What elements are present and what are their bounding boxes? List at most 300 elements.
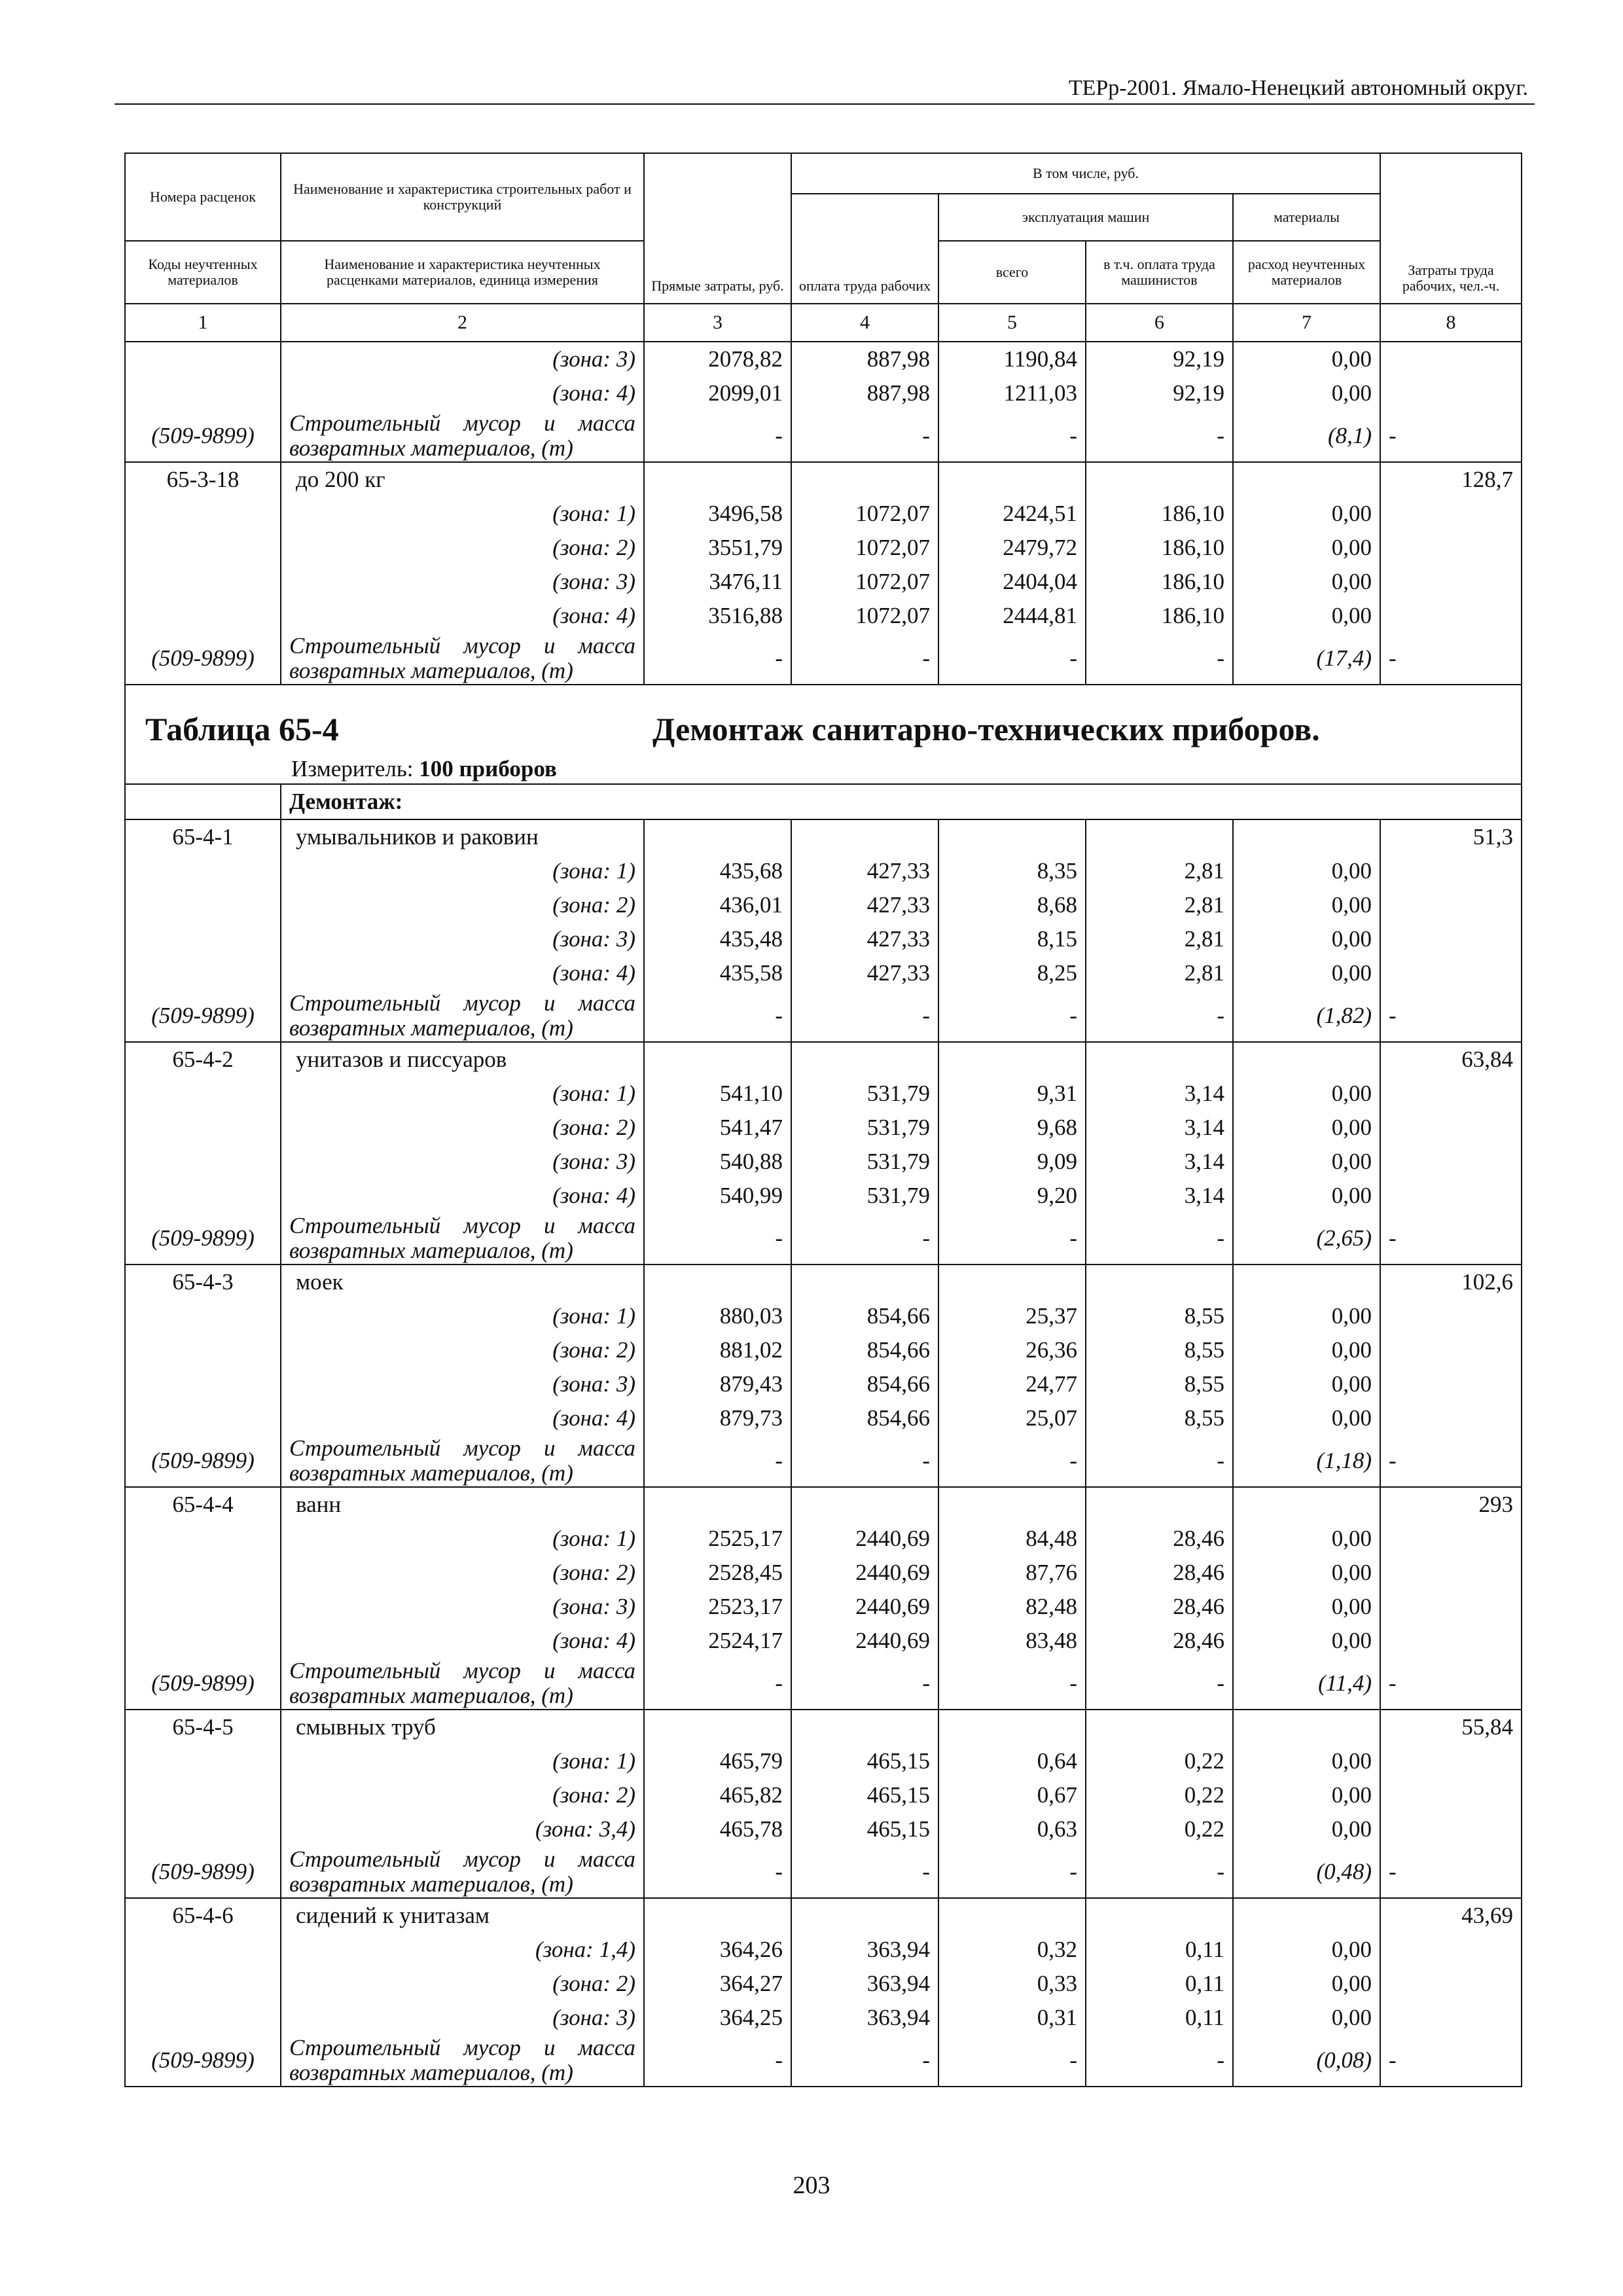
rate-item-row — [125, 1265, 1522, 1299]
empty-cell — [644, 819, 791, 854]
material-value: (11,4) — [1233, 1658, 1380, 1710]
value-cell: 84,48 — [938, 1522, 1086, 1556]
value-cell: 8,25 — [938, 956, 1086, 990]
table-header-numbers — [125, 304, 1522, 342]
value-cell: 465,15 — [791, 1744, 938, 1778]
value-cell: 92,19 — [1086, 376, 1233, 410]
zone-label: (зона: 1) — [281, 1077, 644, 1111]
value-cell: 186,10 — [1086, 599, 1233, 633]
material-code: (509-9899) — [125, 1658, 281, 1710]
rate-item-row — [125, 1710, 1522, 1744]
value-cell: 364,25 — [644, 2001, 791, 2035]
dash-cell: - — [644, 2035, 791, 2087]
empty-cell — [1380, 888, 1522, 922]
value-cell: 9,68 — [938, 1111, 1086, 1145]
dash-cell: - — [1380, 2035, 1522, 2087]
header-material-names: Наименование и характеристика неучтенных расценками материалов, единица измерения — [281, 241, 644, 304]
dash-cell: - — [1086, 2035, 1233, 2087]
dash-cell: - — [791, 1846, 938, 1898]
zone-label: (зона: 4) — [281, 1401, 644, 1435]
value-cell: 24,77 — [938, 1367, 1086, 1401]
value-cell: 0,00 — [1233, 1812, 1380, 1846]
value-cell: 2524,17 — [644, 1624, 791, 1658]
rate-name: умывальников и раковин — [281, 819, 644, 854]
value-cell: 3551,79 — [644, 531, 791, 565]
dash-cell: - — [938, 633, 1086, 685]
dash-cell: - — [791, 1435, 938, 1487]
zone-row — [125, 956, 1522, 990]
material-value: (1,82) — [1233, 990, 1380, 1042]
value-cell: 25,07 — [938, 1401, 1086, 1435]
material-row — [125, 1213, 1522, 1265]
zone-row — [125, 342, 1522, 376]
value-cell: 879,73 — [644, 1401, 791, 1435]
value-cell: 0,31 — [938, 2001, 1086, 2035]
rate-name: смывных труб — [281, 1710, 644, 1744]
empty-cell — [125, 2001, 281, 2035]
rate-code: 65-4-5 — [125, 1710, 281, 1744]
value-cell: 427,33 — [791, 922, 938, 956]
empty-cell — [1380, 922, 1522, 956]
empty-cell — [125, 888, 281, 922]
material-row — [125, 633, 1522, 685]
material-name: Строительный мусор и масса возвратных материалов, (т) — [281, 2035, 644, 2087]
zone-row — [125, 1179, 1522, 1213]
value-cell: 2099,01 — [644, 376, 791, 410]
value-cell: 435,68 — [644, 854, 791, 888]
empty-cell — [644, 1487, 791, 1522]
value-cell: 0,00 — [1233, 1556, 1380, 1590]
empty-cell — [1233, 819, 1380, 854]
header-unaccounted-materials: расход неучтенных материалов — [1233, 241, 1380, 304]
labor-value: 43,69 — [1380, 1898, 1522, 1933]
empty-cell — [125, 1111, 281, 1145]
dash-cell: - — [938, 1213, 1086, 1265]
value-cell: 0,00 — [1233, 854, 1380, 888]
value-cell: 1072,07 — [791, 565, 938, 599]
value-cell: 186,10 — [1086, 565, 1233, 599]
empty-cell — [938, 1487, 1086, 1522]
zone-label: (зона: 4) — [281, 599, 644, 633]
empty-cell — [125, 1367, 281, 1401]
value-cell: 0,00 — [1233, 1111, 1380, 1145]
zone-label: (зона: 3) — [281, 342, 644, 376]
empty-cell — [1380, 1401, 1522, 1435]
zone-row — [125, 1933, 1522, 1967]
section-row — [125, 784, 1522, 819]
dash-cell: - — [1086, 1435, 1233, 1487]
zone-row — [125, 1299, 1522, 1333]
value-cell: 26,36 — [938, 1333, 1086, 1367]
zone-row — [125, 599, 1522, 633]
empty-cell — [938, 1042, 1086, 1077]
empty-cell — [1380, 1145, 1522, 1179]
zone-label: (зона: 1,4) — [281, 1933, 644, 1967]
dash-cell: - — [791, 633, 938, 685]
empty-cell — [791, 1898, 938, 1933]
empty-cell — [1380, 342, 1522, 376]
section-title: Демонтаж: — [281, 784, 1522, 819]
empty-cell — [1233, 1710, 1380, 1744]
table-title-block — [126, 685, 1521, 783]
value-cell: 0,00 — [1233, 497, 1380, 531]
value-cell: 427,33 — [791, 854, 938, 888]
empty-cell — [125, 565, 281, 599]
value-cell: 854,66 — [791, 1367, 938, 1401]
header-labor-costs: Затраты труда рабочих, чел.-ч. — [1380, 153, 1522, 304]
empty-cell — [1380, 1812, 1522, 1846]
table-number: Таблица 65-4 — [145, 711, 339, 747]
value-cell: 854,66 — [791, 1299, 938, 1333]
value-cell: 0,00 — [1233, 2001, 1380, 2035]
dash-cell: - — [644, 633, 791, 685]
value-cell: 2,81 — [1086, 854, 1233, 888]
column-number: 4 — [791, 304, 938, 342]
material-value: (2,65) — [1233, 1213, 1380, 1265]
value-cell: 531,79 — [791, 1179, 938, 1213]
material-value: (0,08) — [1233, 2035, 1380, 2087]
rate-code: 65-4-3 — [125, 1265, 281, 1299]
column-number: 2 — [281, 304, 644, 342]
empty-cell — [1086, 1042, 1233, 1077]
rate-code: 65-4-4 — [125, 1487, 281, 1522]
labor-value: 51,3 — [1380, 819, 1522, 854]
zone-row — [125, 922, 1522, 956]
value-cell: 0,11 — [1086, 1967, 1233, 2001]
value-cell: 363,94 — [791, 2001, 938, 2035]
empty-cell — [644, 1042, 791, 1077]
zone-label: (зона: 3) — [281, 1590, 644, 1624]
dash-cell: - — [938, 1658, 1086, 1710]
dash-cell: - — [791, 1213, 938, 1265]
value-cell: 531,79 — [791, 1111, 938, 1145]
zone-label: (зона: 2) — [281, 531, 644, 565]
header-machines: эксплуатация машин — [938, 194, 1233, 241]
dash-cell: - — [791, 410, 938, 462]
value-cell: 540,88 — [644, 1145, 791, 1179]
value-cell: 8,55 — [1086, 1401, 1233, 1435]
value-cell: 427,33 — [791, 956, 938, 990]
zone-label: (зона: 1) — [281, 497, 644, 531]
zone-row — [125, 1744, 1522, 1778]
value-cell: 9,31 — [938, 1077, 1086, 1111]
dash-cell: - — [644, 1658, 791, 1710]
column-number: 1 — [125, 304, 281, 342]
empty-cell — [644, 1265, 791, 1299]
rate-name: моек — [281, 1265, 644, 1299]
empty-cell — [1086, 1487, 1233, 1522]
empty-cell — [791, 1710, 938, 1744]
empty-cell — [125, 599, 281, 633]
material-row — [125, 1846, 1522, 1898]
material-value: (0,48) — [1233, 1846, 1380, 1898]
zone-row — [125, 1778, 1522, 1812]
value-cell: 2479,72 — [938, 531, 1086, 565]
empty-cell — [1233, 1265, 1380, 1299]
value-cell: 28,46 — [1086, 1624, 1233, 1658]
empty-cell — [125, 1299, 281, 1333]
empty-cell — [125, 1933, 281, 1967]
zone-label: (зона: 3,4) — [281, 1812, 644, 1846]
value-cell: 3496,58 — [644, 497, 791, 531]
empty-cell — [791, 462, 938, 497]
material-value: (1,18) — [1233, 1435, 1380, 1487]
value-cell: 2,81 — [1086, 888, 1233, 922]
dash-cell: - — [1086, 410, 1233, 462]
empty-cell — [1380, 1333, 1522, 1367]
empty-cell — [1380, 531, 1522, 565]
value-cell: 8,55 — [1086, 1367, 1233, 1401]
value-cell: 0,00 — [1233, 1333, 1380, 1367]
rate-name: сидений к унитазам — [281, 1898, 644, 1933]
material-value: (8,1) — [1233, 410, 1380, 462]
zone-label: (зона: 1) — [281, 854, 644, 888]
empty-cell — [125, 376, 281, 410]
value-cell: 2440,69 — [791, 1556, 938, 1590]
value-cell: 2440,69 — [791, 1624, 938, 1658]
empty-cell — [125, 1333, 281, 1367]
material-name: Строительный мусор и масса возвратных материалов, (т) — [281, 1435, 644, 1487]
value-cell: 0,00 — [1233, 376, 1380, 410]
value-cell: 0,00 — [1233, 565, 1380, 599]
value-cell: 0,32 — [938, 1933, 1086, 1967]
rate-item-row — [125, 1487, 1522, 1522]
value-cell: 1072,07 — [791, 497, 938, 531]
value-cell: 82,48 — [938, 1590, 1086, 1624]
empty-cell — [1086, 1710, 1233, 1744]
empty-cell — [1380, 1179, 1522, 1213]
value-cell: 186,10 — [1086, 531, 1233, 565]
header-rate-numbers: Номера расценок — [125, 153, 281, 241]
dash-cell: - — [644, 1213, 791, 1265]
material-value: (17,4) — [1233, 633, 1380, 685]
dash-cell: - — [791, 1658, 938, 1710]
zone-row — [125, 497, 1522, 531]
labor-value: 63,84 — [1380, 1042, 1522, 1077]
value-cell: 9,20 — [938, 1179, 1086, 1213]
material-code: (509-9899) — [125, 1435, 281, 1487]
empty-cell — [1380, 1367, 1522, 1401]
empty-cell — [125, 854, 281, 888]
value-cell: 364,26 — [644, 1933, 791, 1967]
zone-label: (зона: 2) — [281, 1556, 644, 1590]
rate-item-row — [125, 462, 1522, 497]
value-cell: 436,01 — [644, 888, 791, 922]
empty-cell — [125, 956, 281, 990]
zone-label: (зона: 2) — [281, 1967, 644, 2001]
empty-cell — [938, 1265, 1086, 1299]
empty-cell — [1380, 1624, 1522, 1658]
rate-code: 65-4-2 — [125, 1042, 281, 1077]
column-number: 3 — [644, 304, 791, 342]
empty-cell — [125, 1556, 281, 1590]
dash-cell: - — [1380, 990, 1522, 1042]
zone-row — [125, 565, 1522, 599]
dash-cell: - — [938, 1435, 1086, 1487]
column-number: 8 — [1380, 304, 1522, 342]
value-cell: 0,00 — [1233, 1624, 1380, 1658]
dash-cell: - — [644, 410, 791, 462]
empty-cell — [125, 1967, 281, 2001]
value-cell: 465,79 — [644, 1744, 791, 1778]
value-cell: 531,79 — [791, 1145, 938, 1179]
empty-cell — [125, 1590, 281, 1624]
value-cell: 0,00 — [1233, 342, 1380, 376]
empty-cell — [1086, 1898, 1233, 1933]
dash-cell: - — [1086, 1658, 1233, 1710]
value-cell: 541,10 — [644, 1077, 791, 1111]
value-cell: 0,00 — [1233, 1367, 1380, 1401]
header-machines-total: всего — [938, 241, 1086, 304]
value-cell: 465,15 — [791, 1812, 938, 1846]
column-number: 7 — [1233, 304, 1380, 342]
value-cell: 887,98 — [791, 376, 938, 410]
zone-label: (зона: 2) — [281, 1111, 644, 1145]
header-materials: материалы — [1233, 194, 1380, 241]
empty-cell — [1380, 1744, 1522, 1778]
value-cell: 92,19 — [1086, 342, 1233, 376]
zone-row — [125, 1077, 1522, 1111]
measure-line — [291, 756, 557, 782]
material-code: (509-9899) — [125, 1846, 281, 1898]
empty-cell — [791, 1265, 938, 1299]
value-cell: 8,68 — [938, 888, 1086, 922]
value-cell: 0,67 — [938, 1778, 1086, 1812]
value-cell: 540,99 — [644, 1179, 791, 1213]
labor-value: 293 — [1380, 1487, 1522, 1522]
value-cell: 8,15 — [938, 922, 1086, 956]
zone-label: (зона: 4) — [281, 376, 644, 410]
value-cell: 2078,82 — [644, 342, 791, 376]
rate-code: 65-4-6 — [125, 1898, 281, 1933]
rate-name: унитазов и писсуаров — [281, 1042, 644, 1077]
value-cell: 2,81 — [1086, 956, 1233, 990]
labor-value: 128,7 — [1380, 462, 1522, 497]
empty-cell — [1380, 1522, 1522, 1556]
material-name: Строительный мусор и масса возвратных материалов, (т) — [281, 633, 644, 685]
empty-cell — [125, 1401, 281, 1435]
material-row — [125, 990, 1522, 1042]
zone-label: (зона: 3) — [281, 565, 644, 599]
value-cell: 3,14 — [1086, 1145, 1233, 1179]
empty-cell — [644, 1898, 791, 1933]
value-cell: 2444,81 — [938, 599, 1086, 633]
zone-label: (зона: 4) — [281, 956, 644, 990]
material-name: Строительный мусор и масса возвратных материалов, (т) — [281, 990, 644, 1042]
empty-cell — [1086, 462, 1233, 497]
value-cell: 28,46 — [1086, 1522, 1233, 1556]
value-cell: 1072,07 — [791, 599, 938, 633]
value-cell: 854,66 — [791, 1401, 938, 1435]
zone-label: (зона: 3) — [281, 1145, 644, 1179]
value-cell: 0,00 — [1233, 531, 1380, 565]
header-including: В том числе, руб. — [791, 153, 1380, 194]
value-cell: 0,00 — [1233, 1077, 1380, 1111]
zone-label: (зона: 1) — [281, 1744, 644, 1778]
zone-row — [125, 376, 1522, 410]
empty-cell — [125, 1522, 281, 1556]
value-cell: 3,14 — [1086, 1077, 1233, 1111]
value-cell: 0,00 — [1233, 1744, 1380, 1778]
column-number: 6 — [1086, 304, 1233, 342]
header-material-codes: Коды неучтенных материалов — [125, 241, 281, 304]
header-worker-pay: оплата труда рабочих — [791, 194, 938, 304]
column-number: 5 — [938, 304, 1086, 342]
value-cell: 0,00 — [1233, 922, 1380, 956]
value-cell: 887,98 — [791, 342, 938, 376]
zone-label: (зона: 4) — [281, 1624, 644, 1658]
empty-cell — [125, 1744, 281, 1778]
value-cell: 2528,45 — [644, 1556, 791, 1590]
empty-cell — [1380, 2001, 1522, 2035]
value-cell: 0,22 — [1086, 1744, 1233, 1778]
value-cell: 0,00 — [1233, 1145, 1380, 1179]
dash-cell: - — [1086, 633, 1233, 685]
value-cell: 465,15 — [791, 1778, 938, 1812]
value-cell: 2440,69 — [791, 1522, 938, 1556]
dash-cell: - — [791, 990, 938, 1042]
empty-cell — [1380, 854, 1522, 888]
zone-label: (зона: 2) — [281, 1333, 644, 1367]
rate-name: ванн — [281, 1487, 644, 1522]
value-cell: 0,00 — [1233, 1401, 1380, 1435]
value-cell: 0,63 — [938, 1812, 1086, 1846]
value-cell: 0,64 — [938, 1744, 1086, 1778]
empty-cell — [1380, 956, 1522, 990]
zone-label: (зона: 1) — [281, 1522, 644, 1556]
rate-item-row — [125, 1042, 1522, 1077]
value-cell: 879,43 — [644, 1367, 791, 1401]
measure-label: Измеритель: — [291, 756, 414, 781]
empty-cell — [1380, 1077, 1522, 1111]
zone-row — [125, 1145, 1522, 1179]
value-cell: 2440,69 — [791, 1590, 938, 1624]
material-code: (509-9899) — [125, 1213, 281, 1265]
empty-cell — [938, 1710, 1086, 1744]
value-cell: 1072,07 — [791, 531, 938, 565]
value-cell: 8,55 — [1086, 1299, 1233, 1333]
dash-cell: - — [938, 990, 1086, 1042]
empty-cell — [1380, 1111, 1522, 1145]
empty-cell — [938, 1898, 1086, 1933]
rate-item-row — [125, 1898, 1522, 1933]
value-cell: 0,00 — [1233, 1778, 1380, 1812]
dash-cell: - — [1086, 1213, 1233, 1265]
value-cell: 1190,84 — [938, 342, 1086, 376]
table-title: Демонтаж санитарно-технических приборов. — [652, 711, 1320, 747]
zone-label: (зона: 2) — [281, 1778, 644, 1812]
dash-cell: - — [1380, 633, 1522, 685]
dash-cell: - — [1086, 1846, 1233, 1898]
material-code: (509-9899) — [125, 410, 281, 462]
empty-cell — [1233, 462, 1380, 497]
zone-row — [125, 854, 1522, 888]
empty-cell — [644, 1710, 791, 1744]
value-cell: 0,22 — [1086, 1812, 1233, 1846]
zone-row — [125, 1590, 1522, 1624]
value-cell: 363,94 — [791, 1967, 938, 2001]
value-cell: 0,33 — [938, 1967, 1086, 2001]
empty-cell — [125, 497, 281, 531]
empty-cell — [938, 462, 1086, 497]
table-header-row-1 — [125, 153, 1522, 194]
zone-row — [125, 531, 1522, 565]
dash-cell: - — [938, 410, 1086, 462]
value-cell: 0,00 — [1233, 1179, 1380, 1213]
value-cell: 427,33 — [791, 888, 938, 922]
zone-row — [125, 1111, 1522, 1145]
dash-cell: - — [644, 1435, 791, 1487]
